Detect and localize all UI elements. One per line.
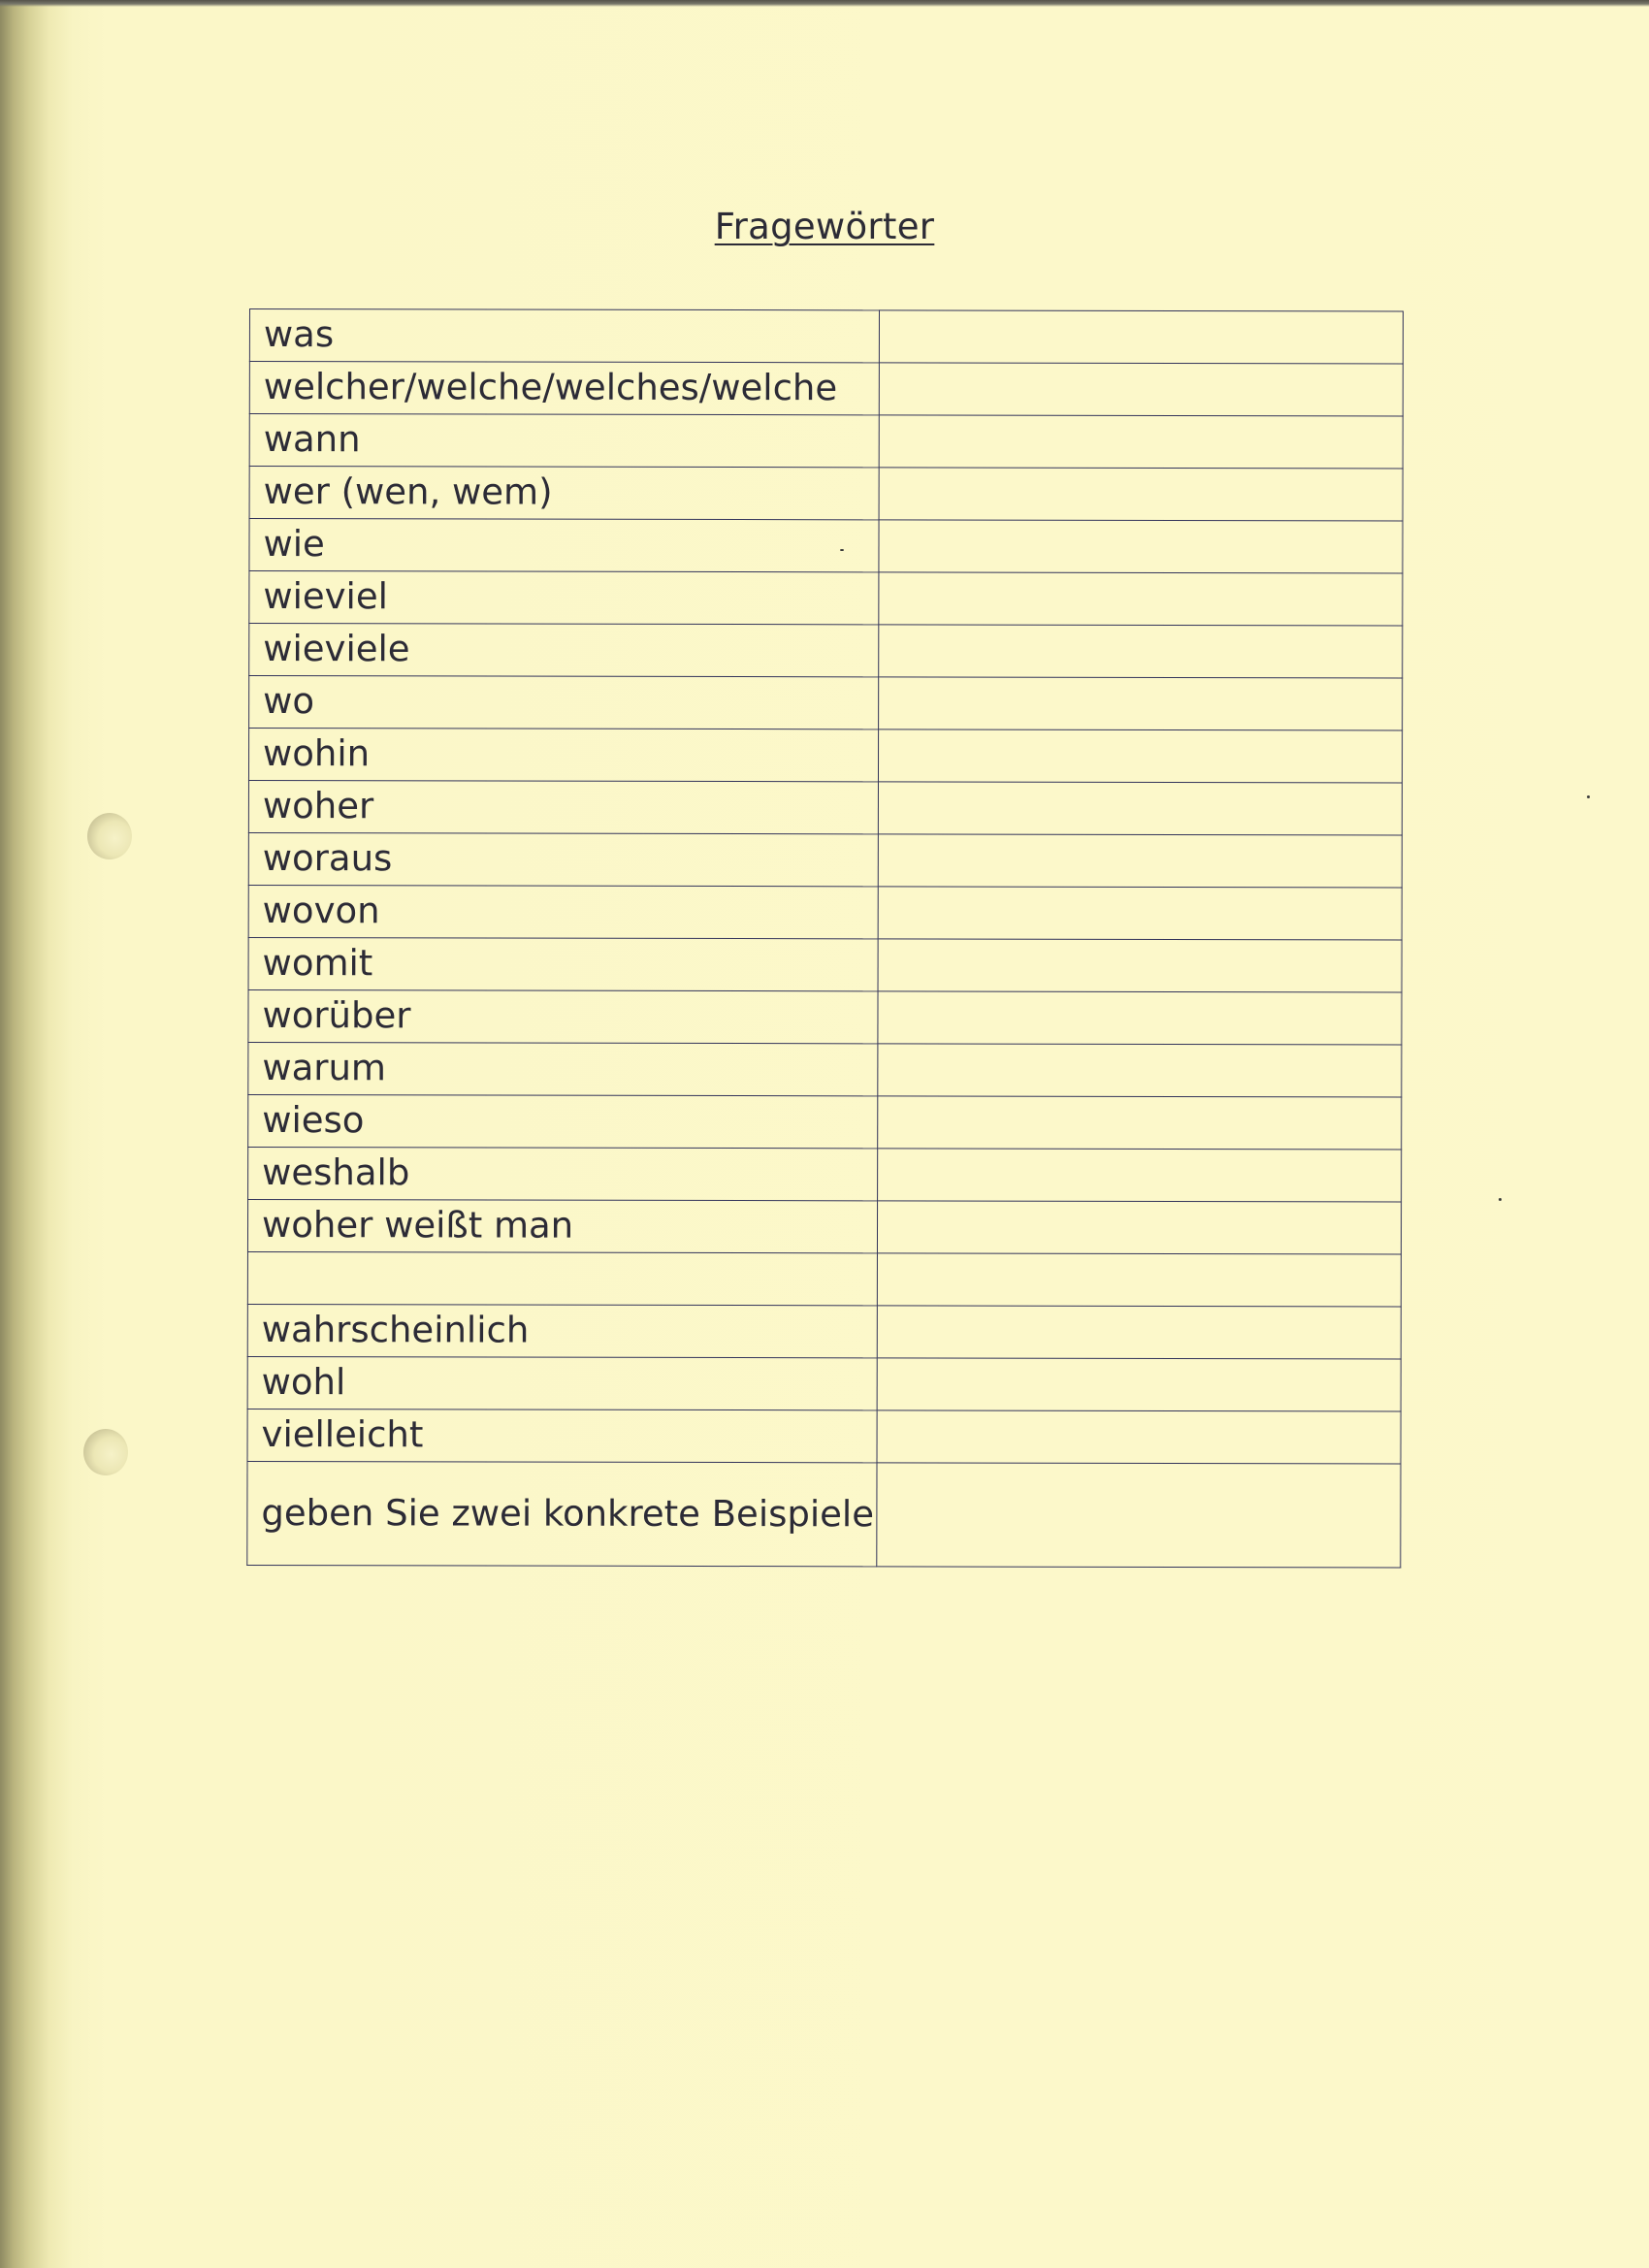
table-row [248, 781, 1402, 835]
table-row [247, 1356, 1401, 1410]
question-word-cell: wovon [248, 885, 878, 938]
scan-top-edge [0, 0, 1649, 7]
paper-speck [1499, 1198, 1502, 1201]
answer-cell [879, 468, 1403, 521]
table-row [248, 989, 1402, 1044]
question-word-cell: woher [248, 781, 878, 834]
question-word-cell: wohl [247, 1356, 877, 1409]
question-word-cell: was [249, 309, 879, 363]
answer-cell [878, 782, 1402, 835]
question-word-cell: wahrscheinlich [247, 1304, 877, 1357]
table-row [247, 1409, 1401, 1463]
table-row [248, 937, 1402, 991]
punch-hole [87, 813, 132, 859]
answer-cell [877, 1149, 1401, 1202]
question-word-cell: weshalb [248, 1147, 878, 1200]
table-row [248, 1042, 1402, 1096]
question-word-cell: vielleicht [247, 1409, 877, 1462]
question-word-cell: wieviele [249, 624, 879, 677]
punch-hole [83, 1429, 128, 1475]
question-word-cell: wer (wen, wem) [249, 467, 879, 520]
answer-cell [879, 520, 1403, 573]
question-word-cell: wann [249, 414, 879, 468]
question-word-cell: wieviel [249, 571, 879, 625]
table-row [249, 676, 1403, 730]
question-word-cell: woher weißt man [247, 1199, 877, 1252]
answer-cell [878, 834, 1402, 888]
table-row [249, 309, 1403, 364]
paper-speck [1587, 795, 1590, 798]
answer-cell [879, 572, 1403, 626]
question-word-cell: womit [248, 937, 878, 990]
answer-cell [878, 1096, 1402, 1150]
question-word-cell: warum [248, 1042, 878, 1095]
answer-cell [879, 363, 1403, 416]
table-row [248, 885, 1402, 939]
table-row [248, 1094, 1402, 1149]
table-row [249, 467, 1403, 521]
table-row [247, 1304, 1401, 1358]
table-row [248, 1147, 1402, 1201]
question-word-cell: wieso [248, 1094, 878, 1148]
question-word-cell: wie [249, 519, 879, 572]
table-row [249, 362, 1403, 416]
question-word-cell: welcher/welche/welches/welche [249, 362, 879, 415]
answer-cell [877, 1358, 1401, 1411]
table-row [249, 624, 1403, 678]
table-row [247, 1251, 1401, 1306]
table-row [249, 571, 1403, 626]
question-word-cell [247, 1251, 877, 1305]
table-row [248, 832, 1402, 887]
table-row [248, 729, 1402, 783]
table-row [249, 414, 1403, 469]
answer-cell [877, 1410, 1401, 1464]
table-row [247, 1199, 1401, 1253]
answer-cell [879, 415, 1403, 469]
answer-cell [879, 677, 1403, 730]
question-word-cell: geben Sie zwei konkrete Beispiele [247, 1461, 877, 1566]
answer-cell [878, 939, 1402, 992]
answer-cell [877, 1463, 1401, 1568]
question-word-cell: woraus [248, 832, 878, 886]
answer-cell [878, 887, 1402, 940]
question-word-cell: wo [249, 676, 879, 729]
answer-cell [878, 991, 1402, 1045]
question-words-table [246, 308, 1404, 1568]
answer-cell [877, 1201, 1401, 1254]
answer-cell [877, 1306, 1401, 1359]
answer-cell [878, 1044, 1402, 1097]
answer-cell [879, 310, 1403, 364]
table-row [247, 1461, 1401, 1567]
paper-speck [840, 549, 844, 551]
table-row [249, 519, 1403, 573]
answer-cell [878, 729, 1402, 783]
page-title: Fragewörter [714, 206, 935, 247]
question-word-cell: wohin [248, 729, 878, 782]
answer-cell [877, 1253, 1401, 1307]
answer-cell [879, 625, 1403, 678]
question-word-cell: worüber [248, 989, 878, 1043]
